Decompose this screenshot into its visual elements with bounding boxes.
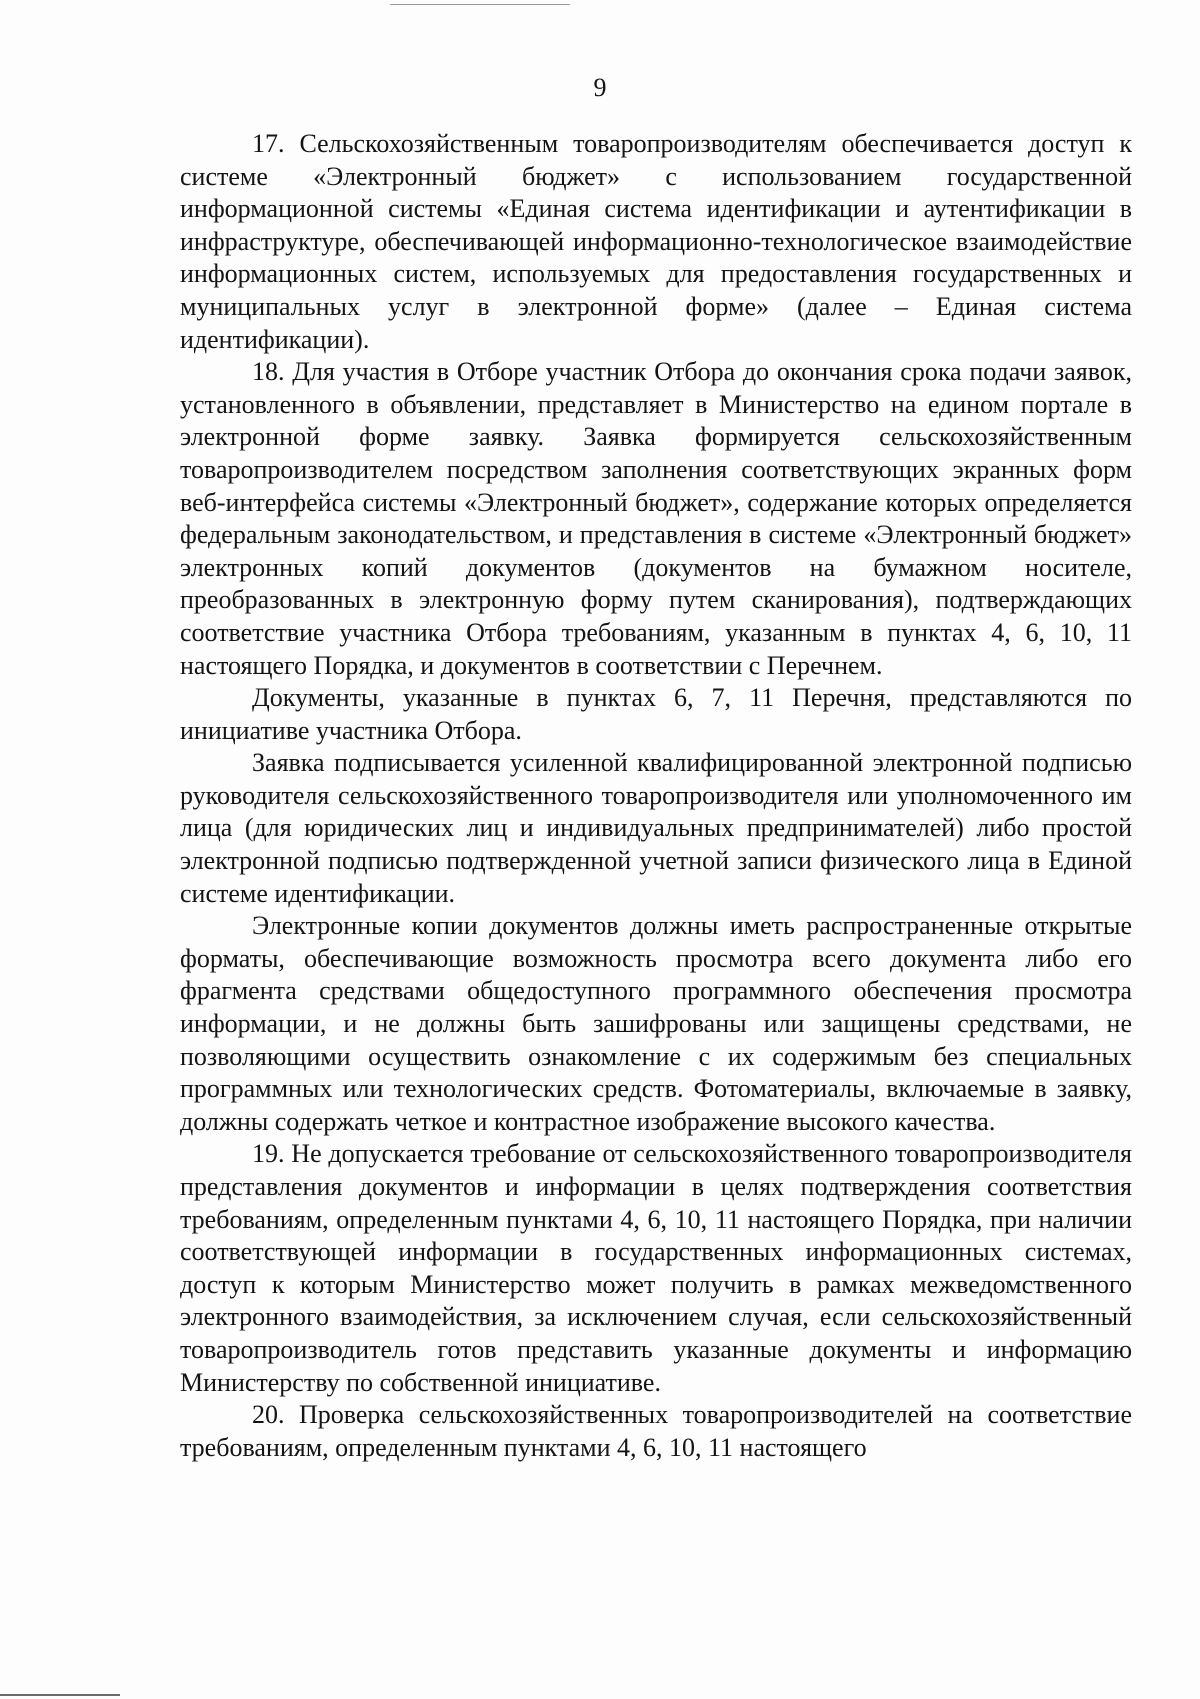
paragraph-18: 18. Для участия в Отборе участник Отбора до окончания срока подачи заявок, установленного в объявлении, представляет в Министерство на едином портале в электронной форме заявку. Заявка формируется сельскохозяйственным товаропроизводителем посредством заполнения соответствующих экранных форм веб-интерфейса системы «Электронный бюджет», содержание которых определяется федеральным законодательством, и представления в системе «Электронный бюджет» электронных копий документов (документов на бумажном носителе, преобразованных в электронную форму путем сканирования), подтверждающих соответствие участника Отбора требованиям, указанным в пунктах 4, 6, 10, 11 настоящего Порядка, и документов в соответствии с Перечнем. [180,357,1132,680]
paragraph-electronic-copies: Электронные копии документов должны иметь распространенные открытые форматы, обеспечивающие возможность просмотра всего документа либо его фрагмента средствами общедоступного программного обеспечения просмотра информации, и не должны быть зашифрованы или защищены средствами, не позволяющими осуществить ознакомление с их содержимым без специальных программных или технологических средств. Фотоматериалы, включаемые в заявку, должны содержать четкое и контрастное изображение высокого качества. [180,911,1132,1136]
paragraph-signature: Заявка подписывается усиленной квалифицированной электронной подписью руководителя сельскохозяйственного товаропроизводителя или уполномоченного им лица (для юридических лиц и индивидуальных предпринимателей) либо простой электронной подписью подтвержденной учетной записи физического лица в Единой системе идентификации. [180,748,1132,908]
scan-artifact-bottom [0,1694,120,1696]
paragraph-19: 19. Не допускается требование от сельскохозяйственного товаропроизводителя представления документов и информации в целях подтверждения соответствия требованиям, определенным пунктами 4, 6, 10, 11 настоящего Порядка, при наличии соответствующей информации в государственных информационных системах, доступ к которым Министерство может получить в рамках межведомственного электронного взаимодействия, за исключением случая, если сельскохозяйственный товаропроизводитель готов представить указанные документы и информацию Министерству по собственной инициативе. [180,1139,1132,1397]
paragraph-17: 17. Сельскохозяйственным товаропроизводителям обеспечивается доступ к системе «Электронный бюджет» с использованием государственной информационной системы «Единая система идентификации и аутентификации в инфраструктуре, обеспечивающей информационно-технологическое взаимодействие информационных систем, используемых для предоставления государственных и муниципальных услуг в электронной форме» (далее – Единая система идентификации). [180,129,1132,354]
paragraph-20: 20. Проверка сельскохозяйственных товаропроизводителей на соответствие требованиям, определенным пунктами 4, 6, 10, 11 настоящего [180,1400,1132,1462]
paragraph-documents-initiative: Документы, указанные в пунктах 6, 7, 11 Перечня, представляются по инициативе участника Отбора. [180,683,1132,745]
scan-artifact-top [390,4,570,5]
document-body [180,128,1132,1464]
page-number: 9 [593,73,607,102]
